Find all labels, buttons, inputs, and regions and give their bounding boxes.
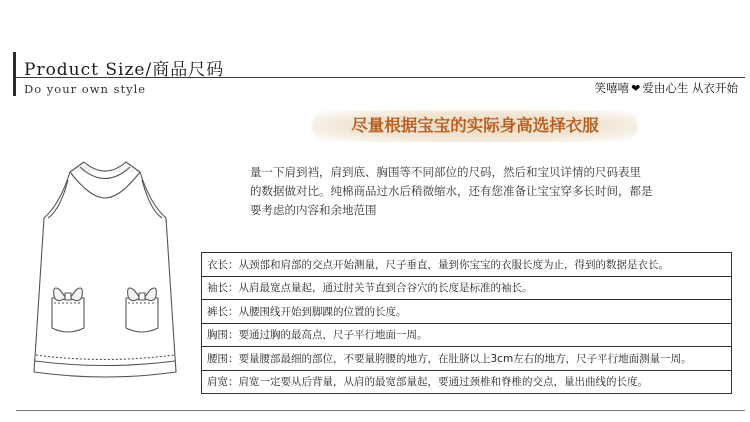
bottom-divider (16, 410, 745, 411)
table-row (202, 300, 732, 324)
size-advice-banner: 尽量根据宝宝的实际身高选择衣服 (312, 110, 638, 142)
table-row (202, 253, 732, 277)
measurement-guide-table (201, 252, 732, 394)
page-title: Product Size/商品尺码 (24, 60, 225, 80)
table-row (202, 370, 732, 394)
intro-line: 量一下肩到裆，肩到底、胸围等不同部位的尺码，然后和宝贝详情的尺码表里 (250, 165, 641, 179)
heart-icon: ❤ (631, 82, 641, 95)
table-row (202, 323, 732, 347)
brand-slogan (595, 80, 738, 96)
measurement-waist: 腰围：要量腰部最细的部位，不要量胯腰的地方，在肚脐以上3cm左右的地方，尺子平行地面测量一周。 (202, 347, 732, 371)
dress-icon (30, 158, 180, 380)
measurement-length: 衣长：从颈部和肩部的交点开始测量，尺子垂直，量到你宝宝的衣服长度为止，得到的数据是衣长。 (202, 253, 732, 277)
slogan-left: 笑嘻嘻 (594, 81, 630, 95)
intro-line: 要考虑的内容和余地范围 (250, 203, 377, 217)
slogan-right: 爱由心生 从衣开始 (642, 81, 738, 95)
intro-text (250, 163, 740, 220)
header-accent-bar (13, 52, 16, 96)
intro-line: 的数据做对比。纯棉商品过水后稍微缩水，还有您准备让宝宝穿多长时间，都是 (250, 184, 653, 198)
page-subtitle: Do your own style (24, 82, 147, 96)
measurement-trousers: 裤长：从腰围线开始到脚踝的位置的长度。 (202, 300, 732, 324)
table-row (202, 347, 732, 371)
measurement-chest: 胸围：要通过胸的最高点，尺子平行地面一周。 (202, 323, 732, 347)
table-row (202, 276, 732, 300)
measurement-shoulder: 肩宽：肩宽一定要从后背量，从肩的最宽部量起，要通过颈椎和脊椎的交点，量出曲线的长度。 (202, 370, 732, 394)
measurement-sleeve: 袖长：从肩最宽点量起，通过肘关节直到合谷穴的长度是标准的袖长。 (202, 276, 732, 300)
